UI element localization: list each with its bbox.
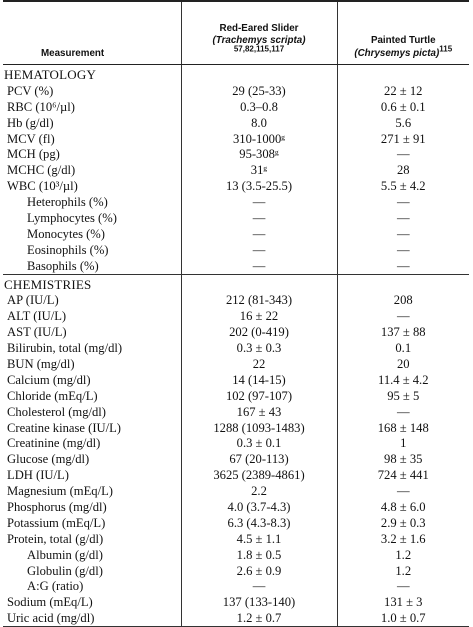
red-eared-slider-value: 4.0 (3.7-4.3) — [181, 499, 337, 515]
red-eared-slider-value: 1288 (1093-1483) — [181, 420, 337, 436]
painted-turtle-value: 28 — [396, 163, 410, 178]
painted-turtle-value: 11.4 ± 4.2 — [377, 372, 429, 387]
painted-references: 115 — [439, 44, 453, 54]
red-eared-slider-value: 212 (81-343) — [181, 292, 337, 308]
painted-turtle-value: — — [396, 484, 410, 499]
painted-turtle-value: 5.5 ± 4.2 — [380, 179, 426, 194]
red-eared-slider-value: 4.5 ± 1.1 — [181, 531, 337, 547]
measurement-label: Globulin (g/dl) — [27, 563, 103, 578]
red-eared-slider-value: 202 (0-419) — [181, 324, 337, 340]
table-row — [3, 579, 469, 595]
table-row — [3, 404, 469, 420]
painted-turtle-value: — — [396, 404, 410, 419]
red-eared-slider-value: — — [181, 226, 337, 242]
painted-turtle-value: — — [396, 195, 410, 210]
measurement-label: Heterophils (%) — [27, 195, 108, 210]
measurement-label: AST (IU/L) — [7, 325, 67, 340]
painted-turtle-value: 168 ± 148 — [377, 420, 429, 435]
section-header-row — [3, 274, 469, 292]
painted-turtle-value: 22 ± 12 — [384, 83, 423, 98]
measurement-label: AP (IU/L) — [7, 293, 59, 308]
red-eared-slider-value: 0.3 ± 0.1 — [181, 435, 337, 451]
painted-turtle-value: 0.6 ± 0.1 — [380, 99, 426, 114]
table-row — [3, 388, 469, 404]
table-header — [3, 1, 469, 65]
measurement-label: ALT (IU/L) — [7, 309, 67, 324]
red-eared-slider-value: 2.6 ± 0.9 — [181, 563, 337, 579]
table-row — [3, 162, 469, 178]
slider-species-name: (Trachemys scripta) — [212, 35, 306, 46]
measurement-label: Hb (g/dl) — [7, 115, 54, 130]
red-eared-slider-value: — — [181, 258, 337, 274]
table-row — [3, 242, 469, 258]
measurement-label: LDH (IU/L) — [7, 468, 69, 483]
table-row — [3, 226, 469, 242]
painted-turtle-value: — — [396, 210, 410, 225]
painted-turtle-value: 137 ± 88 — [380, 325, 426, 340]
painted-turtle-value: 724 ± 441 — [377, 468, 429, 483]
painted-turtle-value: 98 ± 35 — [384, 452, 423, 467]
table-row — [3, 115, 469, 131]
red-eared-slider-column-header — [181, 1, 337, 65]
measurement-label: Calcium (mg/dl) — [7, 372, 91, 387]
section-spacer — [337, 65, 469, 83]
measurement-label: MCHC (g/dl) — [7, 163, 76, 178]
measurement-label: Bilirubin, total (mg/dl) — [7, 341, 123, 356]
painted-common-name: Painted Turtle — [370, 35, 436, 46]
painted-turtle-value: — — [396, 309, 410, 324]
painted-turtle-value: — — [396, 226, 410, 241]
table-row — [3, 99, 469, 115]
table-row — [3, 610, 469, 626]
red-eared-slider-value: 22 — [181, 356, 337, 372]
measurement-label: Eosinophils (%) — [27, 242, 109, 257]
painted-turtle-value: 1 — [400, 436, 407, 451]
turtle-reference-table — [3, 0, 469, 627]
measurement-label: MCH (pg) — [7, 147, 60, 162]
red-eared-slider-value: 29 (25-33) — [181, 83, 337, 99]
red-eared-slider-value: 14 (14-15) — [181, 372, 337, 388]
measurement-label: Creatinine (mg/dl) — [7, 436, 101, 451]
table-row — [3, 435, 469, 451]
table-row — [3, 483, 469, 499]
section-title: HEMATOLOGY — [4, 66, 97, 82]
measurement-label: RBC (10⁶/µl) — [7, 99, 75, 114]
red-eared-slider-value: 13 (3.5-25.5) — [181, 178, 337, 194]
measurement-label: BUN (mg/dl) — [7, 356, 75, 371]
table-row — [3, 340, 469, 356]
measurement-label: Glucose (mg/dl) — [7, 452, 90, 467]
red-eared-slider-value: 167 ± 43 — [181, 404, 337, 420]
painted-turtle-value: 20 — [396, 356, 410, 371]
red-eared-slider-value: — — [181, 579, 337, 595]
table-body — [3, 65, 469, 627]
table-row — [3, 467, 469, 483]
measurement-label: Albumin (g/dl) — [27, 547, 103, 562]
red-eared-slider-value: 0.3–0.8 — [181, 99, 337, 115]
table-row — [3, 531, 469, 547]
measurement-label: A:G (ratio) — [27, 579, 84, 594]
painted-turtle-value: 271 ± 91 — [380, 131, 426, 146]
painted-turtle-value: 131 ± 3 — [384, 595, 423, 610]
measurement-label: PCV (%) — [7, 83, 54, 98]
measurement-label: Sodium (mEq/L) — [7, 595, 93, 610]
measurement-label: Creatine kinase (IU/L) — [7, 420, 121, 435]
table-row — [3, 308, 469, 324]
red-eared-slider-value: 31ᵍ — [181, 162, 337, 178]
table-row — [3, 131, 469, 147]
measurement-label: Uric acid (mg/dl) — [3, 610, 181, 626]
painted-turtle-value: 95 ± 5 — [387, 388, 420, 403]
table-row — [3, 292, 469, 308]
red-eared-slider-value: 0.3 ± 0.3 — [181, 340, 337, 356]
measurement-label: WBC (10³/µl) — [7, 179, 78, 194]
table-row — [3, 451, 469, 467]
table-row — [3, 258, 469, 274]
painted-turtle-value: — — [396, 258, 410, 273]
measurement-label: Potassium (mEq/L) — [7, 515, 106, 530]
red-eared-slider-value: 2.2 — [181, 483, 337, 499]
table-row — [3, 178, 469, 194]
measurement-label: Monocytes (%) — [27, 226, 105, 241]
measurement-label: Phosphorus (mg/dl) — [7, 499, 107, 514]
table-row — [3, 210, 469, 226]
painted-turtle-value: — — [396, 579, 410, 594]
painted-species-name: (Chrysemys picta) — [354, 47, 440, 59]
painted-turtle-value: 0.1 — [395, 341, 412, 356]
measurement-label: Cholesterol (mg/dl) — [7, 404, 106, 419]
measurement-label: Lymphocytes (%) — [27, 210, 117, 225]
red-eared-slider-value: — — [181, 242, 337, 258]
table-row — [3, 563, 469, 579]
red-eared-slider-value: — — [181, 210, 337, 226]
red-eared-slider-value: 8.0 — [181, 115, 337, 131]
painted-turtle-value: 208 — [393, 293, 413, 308]
painted-turtle-value: 2.9 ± 0.3 — [380, 515, 426, 530]
measurement-label: Chloride (mEq/L) — [7, 388, 98, 403]
section-spacer — [181, 65, 337, 83]
painted-turtle-value: 1.2 — [395, 547, 412, 562]
painted-turtle-value: 4.8 ± 6.0 — [380, 499, 426, 514]
table-row — [3, 594, 469, 610]
table-row — [3, 515, 469, 531]
red-eared-slider-value: 310-1000ᵍ — [181, 131, 337, 147]
painted-turtle-value: 1.0 ± 0.7 — [337, 610, 469, 626]
painted-turtle-value: 3.2 ± 1.6 — [380, 531, 426, 546]
slider-references: 57,82,115,117 — [233, 44, 285, 54]
red-eared-slider-value: 67 (20-113) — [181, 451, 337, 467]
red-eared-slider-value: 1.2 ± 0.7 — [181, 610, 337, 626]
red-eared-slider-value: 3625 (2389-4861) — [181, 467, 337, 483]
painted-turtle-value: 1.2 — [395, 563, 412, 578]
measurement-label: Basophils (%) — [27, 258, 99, 273]
section-title: CHEMISTRIES — [3, 274, 181, 292]
red-eared-slider-value: 6.3 (4.3-8.3) — [181, 515, 337, 531]
table-row — [3, 83, 469, 99]
painted-turtle-value: — — [396, 147, 410, 162]
painted-turtle-value: 5.6 — [395, 115, 412, 130]
red-eared-slider-value: 1.8 ± 0.5 — [181, 547, 337, 563]
red-eared-slider-value: 95-308ᵍ — [181, 146, 337, 162]
red-eared-slider-value: 16 ± 22 — [181, 308, 337, 324]
painted-turtle-value: — — [396, 242, 410, 257]
red-eared-slider-value: — — [181, 194, 337, 210]
table-row — [3, 499, 469, 515]
table-row — [3, 324, 469, 340]
section-header-row — [3, 65, 469, 83]
measurement-label: Protein, total (g/dl) — [7, 531, 104, 546]
red-eared-slider-value: 137 (133-140) — [181, 594, 337, 610]
measurement-label: MCV (fl) — [7, 131, 55, 146]
red-eared-slider-value: 102 (97-107) — [181, 388, 337, 404]
table-row — [3, 356, 469, 372]
slider-common-name: Red-Eared Slider — [219, 22, 299, 34]
table-row — [3, 194, 469, 210]
measurement-label: Magnesium (mEq/L) — [7, 484, 113, 499]
measurement-column-header: Measurement — [3, 1, 181, 65]
table-row — [3, 420, 469, 436]
table-row — [3, 146, 469, 162]
table-row — [3, 372, 469, 388]
section-spacer — [337, 274, 469, 292]
painted-turtle-column-header — [337, 1, 469, 65]
section-spacer — [181, 274, 337, 292]
table-row — [3, 547, 469, 563]
